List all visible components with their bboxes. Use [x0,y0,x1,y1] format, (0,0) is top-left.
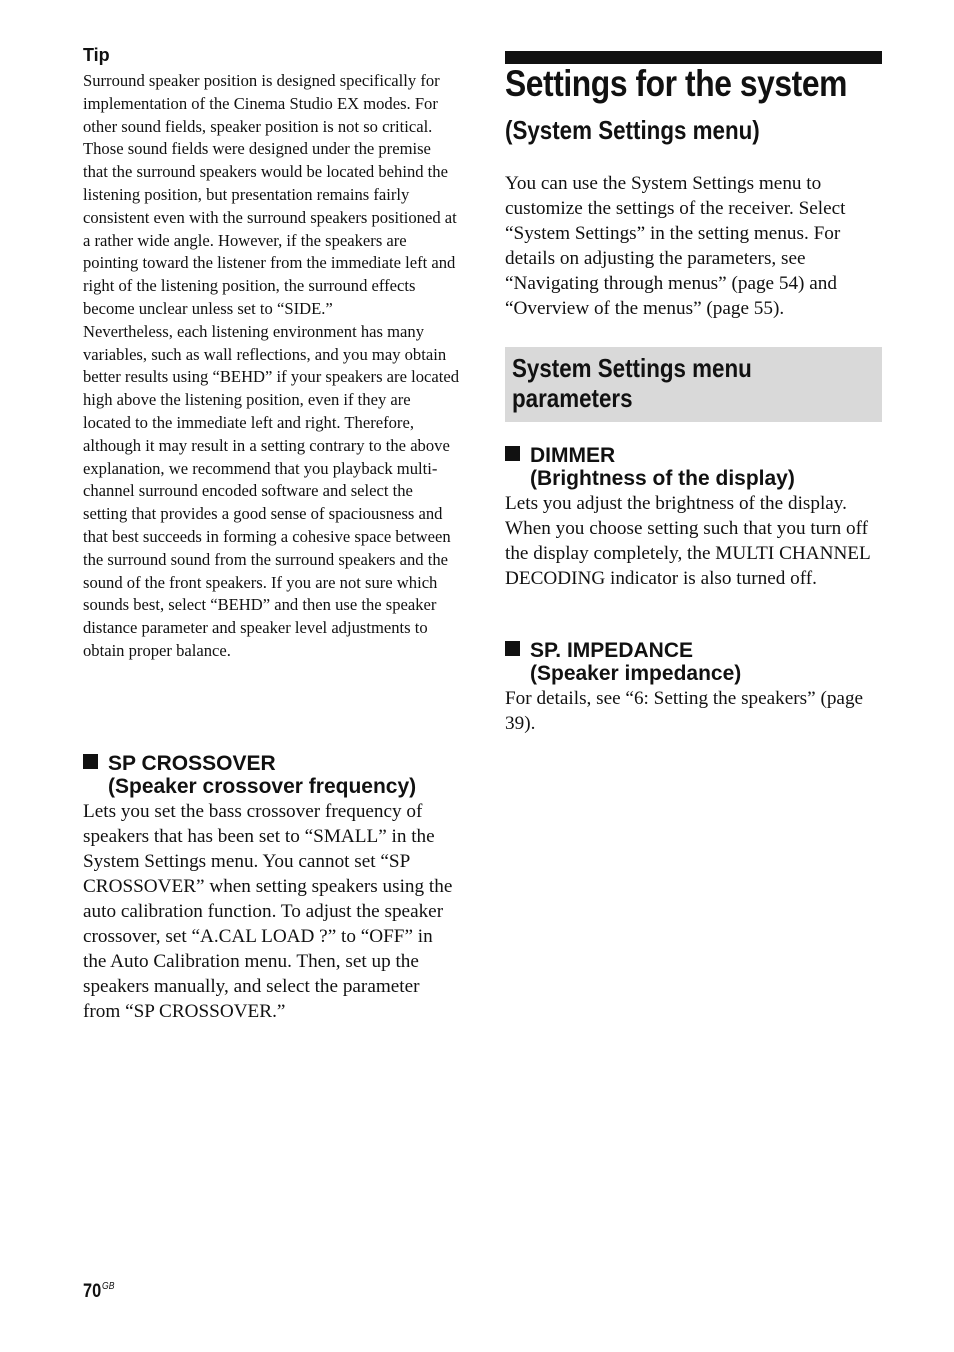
tip-label: Tip [83,45,110,65]
tip-paragraph: Those sound fields were designed under the premise that the surround speakers would be located behind the listening position, but presentation remains fairly consistent even with the surround speakers positioned at a rather wide angle. However, if the speakers are pointing toward the listener from the immediate left and right of the listening position, the surround effects become unclear unless set to “SIDE.” [83,139,457,318]
tip-body [83,70,459,663]
section-heading-line: parameters [512,383,633,413]
bullet-square-icon [505,641,520,656]
impedance-subtitle: (Speaker impedance) [530,662,742,685]
bullet-square-icon [505,446,520,461]
impedance-heading [505,639,883,685]
section-heading [512,353,752,413]
region-code: GB [102,1281,115,1292]
impedance-title: SP. IMPEDANCE [530,639,693,662]
page-title: Settings for the system [505,63,847,104]
dimmer-heading [505,444,883,490]
tip-paragraph: Nevertheless, each listening environment has many variables, such as wall reflections, and you may obtain better results using “BEHD” if your speakers are located high above the listening position, even if they are located to the immediate left and right. Therefore, although it may result in a setting contrary to the above explanation, we recommend that you playback multi-channel surround encoded software and select the setting that provides a good sense of spaciousness and that best succeeds in forming a cohesive space between the surround sound from the surround speakers and the sound of the front speakers. If you are not sure which sounds best, select “BEHD” and then use the speaker distance parameter and speaker level adjustments to obtain proper balance. [83,321,459,660]
section-heading-line: System Settings menu [512,353,752,383]
tip-paragraph: Surround speaker position is designed specifically for implementation of the Cinema Studio EX modes. For other sound fields, speaker position is not so critical. [83,71,440,136]
dimmer-body: Lets you adjust the brightness of the display. When you choose setting such that you turn off the display completely, the MULTI CHANNEL DECODING indicator is also turned off. [505,493,871,589]
section-heading-box [505,347,882,422]
dimmer-subtitle: (Brightness of the display) [530,467,795,490]
page-subtitle: (System Settings menu) [505,115,760,145]
impedance-body: For details, see “6: Setting the speakers” (page 39). [505,688,864,734]
bullet-square-icon [83,754,98,769]
dimmer-title: DIMMER [530,444,616,467]
intro-paragraph: You can use the System Settings menu to customize the settings of the receiver. Select “System Settings” in the setting menus. For details on adjusting the parameters, see “Navigating through menus” (page 54) and “Overview of the menus” (page 55). [505,173,846,319]
page-number [83,1281,114,1303]
sp-crossover-body: Lets you set the bass crossover frequency of speakers that has been set to “SMALL” in the System Settings menu. You cannot set “SP CROSSOVER” when setting speakers using the auto calibration function. To adjust the speaker crossover, set “A.CAL LOAD ?” to “OFF” in the Auto Calibration menu. Then, set up the speakers manually, and select the parameter from “SP CROSSOVER.” [83,801,453,1022]
sp-crossover-subtitle: (Speaker crossover frequency) [108,775,417,798]
sp-crossover-heading [83,752,459,798]
page-number-value: 70 [83,1281,102,1302]
sp-crossover-title: SP CROSSOVER [108,752,276,775]
